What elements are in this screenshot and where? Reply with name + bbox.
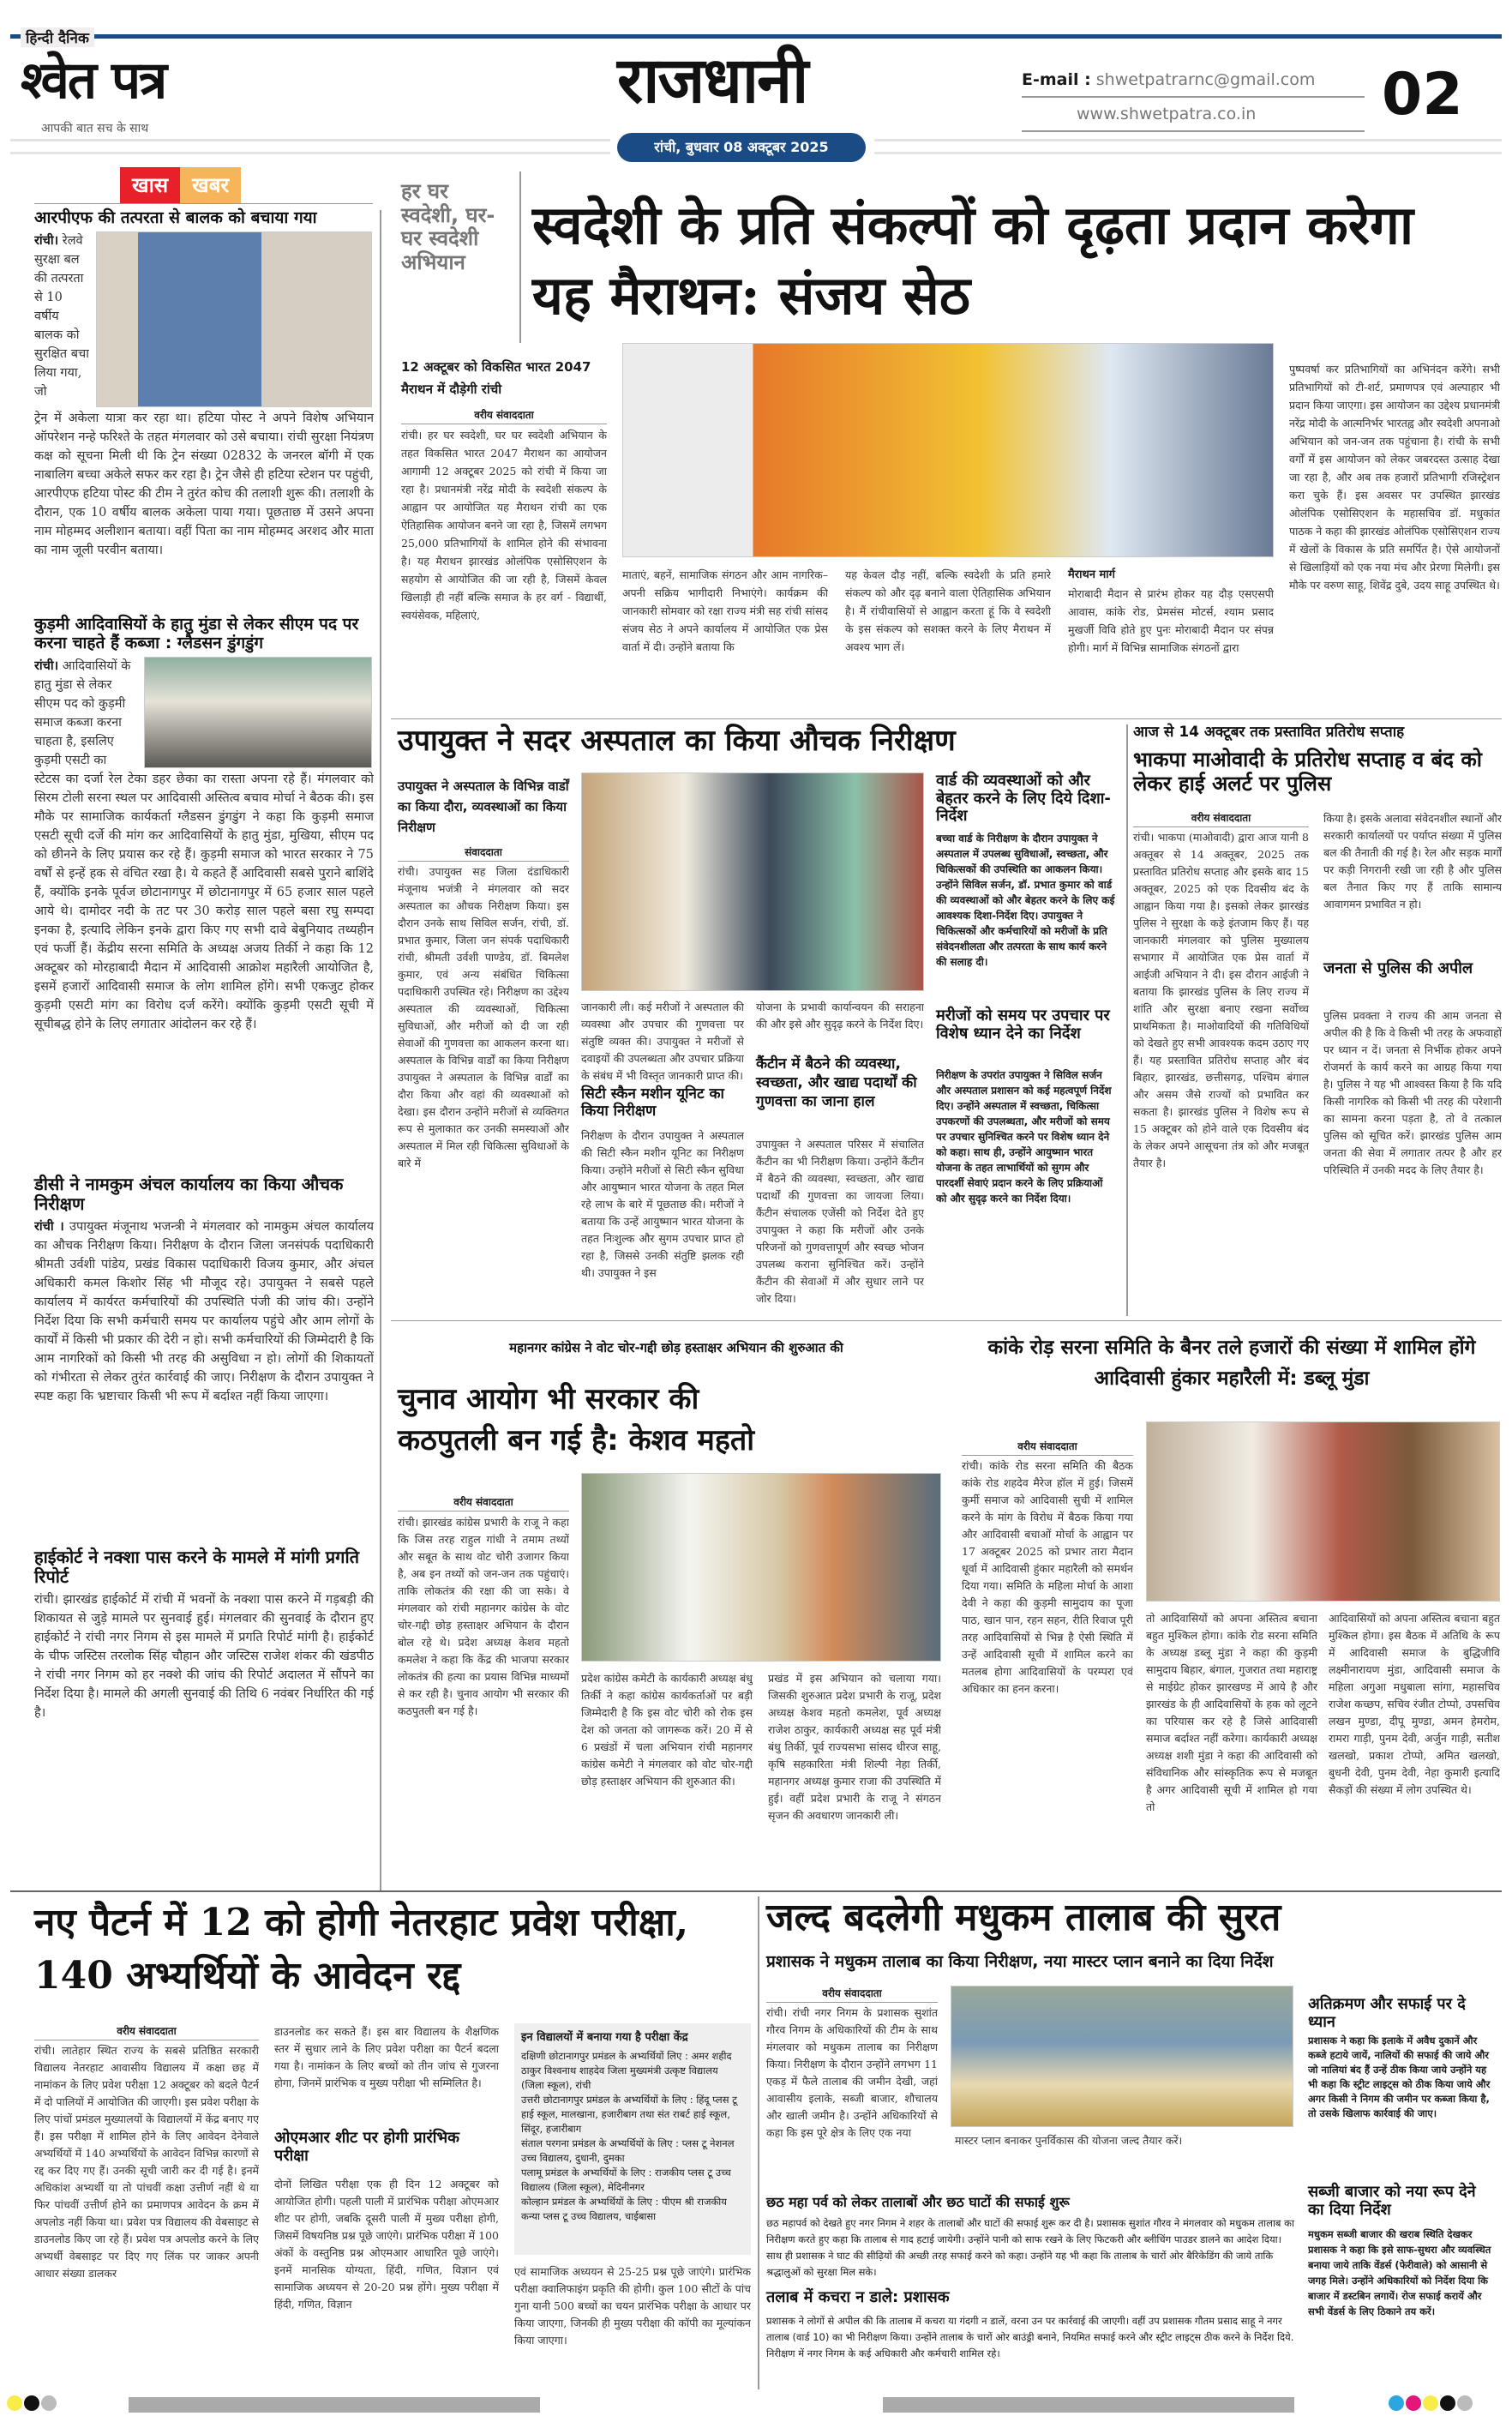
patients-body: निरीक्षण के उपरांत उपायुक्त ने सिविल सर्जन और अस्पताल प्रशासन को कई महत्वपूर्ण निर्देश दिए। उन्होंने अस्पताल में स्वच्छता, चिकित्सा उपकरणों की उपलब्धता, और मरीजों को समय पर उपचार सुनिश्चित करने पर विशेष ध्यान देने को कहा। साथ ही, उन्होंने आयुष्मान भारत योजना के तहत लाभार्थियों को सुगम और पारदर्शी सेवाएं प्रदान करने के लिए प्रक्रियाओं को और सुदृढ़ करने का निर्देश दिया। bbox=[936, 1069, 1112, 1205]
section-rule bbox=[391, 1320, 1502, 1321]
netarhat-byline: वरीय संवाददाता bbox=[34, 2023, 259, 2040]
color-dot bbox=[41, 2395, 57, 2411]
page-number: 02 bbox=[1382, 61, 1463, 129]
marathon-byline: वरीय संवाददाता bbox=[401, 407, 607, 424]
kudmi-article bbox=[34, 616, 374, 1173]
kudmi-body: स्टेटस का दर्जा रेल टेका डहर छेका का रास्ता अपना रहे हैं। मंगलवार को सिरम टोली सरना स्थल पर आदिवासी अस्तित्व बचाव मोर्चा ने बैठक की। इस मौके पर सामाजिक कार्यकर्ता ग्लैडसन डुंगडुंग ने कहा कि कुड़मी समाज एसटी सूची दर्जे की मांग कर आदिवासियों के हातु मुंडा, मुखिया, सीएम पद को छीनने के लिए प्रयास कर रहे हैं। कुड़मी समाज को भारत सरकार ने 75 वर्षों से इन्हें हक से वंचित रखा है। ये कहते हैं आदिवासी सबसे पुराने बाशिंदे हैं, क्योंकि इनके पूर्वज छोटानागपुर में छोटानागपुर में 65 हजार साल पहले आये थे। दामोदर नदी के तट पर 30 करोड़ साल पहले बसा रघु सम्पदा इनका है, इत्यादि लेकिन इनके द्वारा किए गए सभी दावे बेबुनियाद तथ्यहीन एवं फर्जी हैं। केंद्रीय सरना समिति के अध्यक्ष अजय तिर्की ने कहा कि 12 अक्टूबर को मोरहाबादी मैदान में आदिवासी आक्रोश महारैली आयोजित है, इसमें हजारों आदिवासी समाज के लोग शामिल होंगे। सभी एकजुट होकर कुड़मी एसटी मांग का विरोध दर्ज करेंगे। क्योंकि कुड़मी एसटी सूची में सूचीबद्ध होने के लिए लगातार आंदोलन कर रहे हैं। bbox=[34, 772, 374, 1031]
center-item: कोल्हान प्रमंडल के अभ्यर्थियों के लिए : पीएम श्री राजकीय कन्या प्लस टू उच्च विद्यालय, चाईबासा bbox=[521, 2196, 727, 2222]
bottom-divider bbox=[758, 1896, 759, 2389]
maoist-headline: भाकपा माओवादी के प्रतिरोध सप्ताह व बंद को लेकर हाई अलर्ट पर पुलिस bbox=[1133, 748, 1482, 796]
rpf-side-text bbox=[34, 231, 89, 407]
masthead-rule bbox=[10, 34, 1502, 39]
khas-label: खास bbox=[120, 167, 180, 203]
marathon-col1: रांची। हर घर स्वदेशी, घर घर स्वदेशी अभियान के तहत विकसित भारत 2047 मैराथन का आयोजन आगामी 12 अक्टूबर 2025 को रांची में किया जा रहा है। प्रधानमंत्री नरेंद्र मोदी के स्वदेशी संकल्प के आह्वान पर आयोजित यह मैराथन रांची का एक ऐतिहासिक आयोजन बनने जा रहा है, जिसमें लगभग 25,000 प्रतिभागियों के शामिल होने की संभावना है। यह मैराथन झारखंड ओलंपिक एसोसिएशन के सहयोग से आयोजित की जा रही है, जिसमें केवल खिलाड़ी ही नहीं बल्कि समाज के हर वर्ग - विद्यार्थी, स्वयंसेवक, महिलाएं, bbox=[401, 429, 607, 622]
paper-tagline: आपकी बात सच के साथ bbox=[41, 122, 149, 135]
kudmi-headline: कुड़मी आदिवासियों के हातु मुंडा से लेकर सीएम पद पर करना चाहते हैं कब्जा : ग्लैडसन डुंगडुंग bbox=[34, 615, 359, 652]
chhath-head: छठ महा पर्व को लेकर तालाबों और छठ घाटों की सफाई शुरू bbox=[766, 2194, 1070, 2210]
center-item: उत्तरी छोटानागपुर प्रमंडल के अभ्यर्थियों के लिए : हिंदू प्लस टू हाई स्कूल, मालखाना, हजारीबाग तथा संत राबर्ट हाई स्कूल, सिंदूर, हजारीबाग bbox=[521, 2094, 737, 2135]
ct-scan-head: सिटी स्कैन मशीन यूनिट का किया निरीक्षण bbox=[581, 1085, 724, 1120]
color-dot bbox=[1423, 2395, 1438, 2411]
color-dot bbox=[1457, 2395, 1473, 2411]
market-head: सब्जी बाजार को नया रूप देने का दिया निर्देश bbox=[1308, 2183, 1476, 2219]
rpf-body: ट्रेन में अकेला यात्रा कर रहा था। हटिया पोस्ट ने अपने विशेष अभियान ऑपरेशन नन्हे फरिश्ते के तहत मंगलवार को उसे बचाया। रांची सुरक्षा नियंत्रण कक्ष को सूचना मिली थी कि ट्रेन संख्या 02832 के जनरल बॉगी में एक नाबालिग बच्चा अकेले सफर कर रहा है। ट्रेन जैसे ही हटिया स्टेशन पर पहुंची, आरपीएफ हटिया पोस्ट की टीम ने तुरंत कोच की तलाशी शुरू की। तलाशी के दौरान, एक 10 वर्षीय बालक अकेला पाया गया। पूछताछ में उसने अपना नाम मोहम्मद अलीशान बताया। वहीं पिता का नाम मोहम्मद अरशद और माता का नाम जूली परवीन बताया। bbox=[34, 411, 374, 557]
madhukam-byline: वरीय संवाददाता bbox=[766, 1986, 938, 2003]
hospital-col3: योजना के प्रभावी कार्यान्वयन की सराहना की और इसे और सुदृढ़ करने के निर्देश दिए। bbox=[756, 1001, 924, 1031]
maoist-byline: वरीय संवाददाता bbox=[1133, 810, 1309, 827]
color-dot bbox=[1406, 2395, 1421, 2411]
sarna-col2: तो आदिवासियों को अपना अस्तित्व बचाना बहुत मुश्किल होगा। कांके रोड सरना समिति के अध्यक्ष डब्लू मुंडा ने कहा की कुड़मी सामुदाय बिहार, बंगाल, गुजरात तथा महाराष्ट्र से माईग्रेट होकर झारखण्ड में आये है और झारखंड के ही आदिवासियों के हक को लूटने का परियास कर रहे है जिसे आदिवासी समाज बर्दाश्त नहीं करेगा। कार्यकारी अध्यक्ष अध्यक्ष शशी मुंडा ने कहा की आदिवासी को संविधानिक और सांस्कृतिक रूप से मजबूत है अगर आदिवासी सूची में शामिल हो गया तो bbox=[1146, 1612, 1317, 1813]
market-body: मधुकम सब्जी बाजार की खराब स्थिति देखकर प्रशासक ने कहा कि इसे साफ-सुथरा और व्यवस्थित बनाया जाये ताकि वेंडर्स (फेरीवाले) को आसानी से जगह मिले। उन्होंने अधिकारियों को निर्देश दिया कि बाजार में डस्टबिन लगायें। रोज सफाई करायें और सभी वेंडर्स के लिए ठिकाने तय करें। bbox=[1308, 2228, 1491, 2317]
maoist-article bbox=[1133, 724, 1502, 1316]
congress-kicker: महानगर कांग्रेस ने वोट चोर-गद्दी छोड़ हस्ताक्षर अभियान की शुरुआत की bbox=[509, 1340, 843, 1355]
dc-namkum-headline: डीसी ने नामकुम अंचल कार्यालय का किया औचक निरीक्षण bbox=[34, 1174, 344, 1214]
dc-namkum-article bbox=[34, 1175, 374, 1543]
rpf-side: रेलवे सुरक्षा बल की तत्परता से 10 वर्षीय बालक को सुरक्षित बचा लिया गया, जो bbox=[34, 233, 89, 399]
marathon-col4: मोराबादी मैदान से प्रारंभ होकर यह दौड़ एसएसपी आवास, कांके रोड, प्रेमसंस मोटर्स, श्याम प्रसाद मुखर्जी विवि होते हुए पुनः मोराबादी मैदान पर संपन्न होगी। मार्ग में विभिन्न सामाजिक संगठनों द्वारा bbox=[1068, 587, 1274, 654]
patients-head: मरीजों को समय पर उपचार पर विशेष ध्यान देने का निर्देश bbox=[936, 1007, 1110, 1043]
netarhat-article bbox=[34, 1896, 751, 2389]
congress-article bbox=[391, 1327, 957, 1884]
marathon-headline: स्वदेशी के प्रति संकल्पों को दृढ़ता प्रदान करेगा यह मैराथन: संजय सेठ bbox=[532, 194, 1414, 327]
congress-col1: रांची। झारखंड कांग्रेस प्रभारी के राजू ने कहा कि जिस तरह राहुल गांधी ने तमाम तथ्यों और सबूत के साथ वोट चोरी उजागर किया है, अब इन तथ्यों को जन-जन तक पहुंचाएं। ताकि लोकतंत्र की रक्षा की जा सके। वे मंगलवार को रांची महानगर कांग्रेस के वोट चोर-गद्दी छोड़ हस्ताक्षर अभियान के दौरान बोल रहे थे। प्रदेश अध्यक्ष केशव महतो कमलेश ने कहा कि केंद्र की भाजपा सरकार लोकतंत्र की हत्या का प्रयास विभिन्न माध्यमों से कर रही है। चुनाव आयोग भी सरकार की कठपुतली बन गई है। bbox=[398, 1516, 569, 1717]
ward-intro: बच्चा वार्ड के निरीक्षण के दौरान उपायुक्त ने अस्पताल में उपलब्ध सुविधाओं, स्वच्छता, और चिकित्सकों की उपस्थिति का आकलन किया। उन्होंने सिविल सर्जन, डॉ. प्रभात कुमार को वार्ड की व्यवस्थाओं को और बेहतर करने के लिए कई आवश्यक दिशा-निर्देश दिए। उपायुक्त ने चिकित्सकों और कर्मचारियों को मरीजों के प्रति संवेदनशीलता और तत्परता के साथ कार्य करने की सलाह दी। bbox=[936, 832, 1115, 968]
dateline-pill: रांची, बुधवार 08 अक्टूबर 2025 bbox=[617, 133, 866, 162]
website-link[interactable]: www.shwetpatra.co.in bbox=[1077, 105, 1257, 123]
color-dot bbox=[1440, 2395, 1455, 2411]
rule-lines bbox=[10, 139, 610, 154]
hospital-byline: संवाददाता bbox=[398, 844, 569, 862]
highcourt-body: रांची। झारखंड हाईकोर्ट में रांची में भवनों के नक्शा पास करने में गड़बड़ी की शिकायत से जुड़े मामले पर सुनवाई हुई। मंगलवार की सुनवाई के दौरान हुए हाईकोर्ट ने रांची नगर निगम से इस मामले में प्रगति रिपोर्ट मांगी है। हाईकोर्ट के चीफ जस्टिस तरलोक सिंह चौहान और जस्टिस राजेश शंकर की खंडपीठ ने रांची नगर निगम को हर नक्शे की जांच की रिपोर्ट अदालत में सौंपने का निर्देश दिया है। मामले की अगली सुनवाई की तिथि 6 नवंबर निर्धारित की गई है। bbox=[34, 1593, 374, 1720]
omr-body: दोनों लिखित परीक्षा एक ही दिन 12 अक्टूबर को आयोजित होगी। पहली पाली में प्रारंभिक परीक्षा ओएमआर शीट पर होगी, जबकि दूसरी पाली में मुख्य परीक्षा होगी, जिसमें विषयनिष्ठ प्रश्न पूछे जाएंगे। प्रारंभिक परीक्षा में 100 अंकों के वस्तुनिष्ठ प्रश्न ओएमआर आधारित पूछे जाएंगे। इनमें मानसिक योग्यता, हिंदी, गणित, विज्ञान एवं सामाजिक अध्ययन से 20-20 प्रश्न होंगे। मुख्य परीक्षा में हिंदी, गणित, विज्ञान bbox=[274, 2178, 499, 2311]
center-item: दक्षिणी छोटानागपुर प्रमंडल के अभ्यर्थियों लिए : अमर शहीद ठाकुर विश्वनाथ शाहदेव जिला मुख्यमंत्री उत्कृष्ट विद्यालय (जिला स्कूल), रांची bbox=[521, 2050, 732, 2091]
chhath-body: छठ महापर्व को देखते हुए नगर निगम ने शहर के तालाबों और घाटों की सफाई शुरू कर दी है। प्रशासक सुशांत गौरव ने मंगलवार को मधुकम तालाब का निरीक्षण करते हुए कहा कि तालाब से गाद हटाई जायेगी। उन्होंने पानी को साफ रखने के लिए फिटकरी और ब्लीचिंग पाउडर डालने का आदेश दिया। साथ ही प्रशासक ने घाट की सीढ़ियों की अच्छी तरह सफाई करने को कहा। उन्होंने यह भी कहा कि तालाब के चारों ओर बैरिकेडिंग की जाये ताकि श्रद्धालुओं को सुरक्षा मिल सके। bbox=[766, 2217, 1294, 2278]
maoist-divider bbox=[1126, 724, 1128, 1316]
ct-scan-body: निरीक्षण के दौरान उपायुक्त ने अस्पताल की सिटी स्कैन मशीन यूनिट का निरीक्षण किया। उन्होंने मरीजों से सिटी स्कैन सुविधा और आयुष्मान भारत योजना के तहत मिल रहे लाभ के बारे में पूछताछ की। मरीजों ने बताया कि उन्हें आयुष्मान भारत योजना के तहत निःशुल्क और सुगम उपचार प्राप्त हो रहा है, जिससे उनकी संतुष्टि झलक रही थी। उपायुक्त ने इस bbox=[581, 1129, 744, 1279]
rpf-photo bbox=[96, 231, 372, 407]
kudmi-side-text bbox=[34, 657, 137, 768]
sarna-article bbox=[962, 1327, 1502, 1884]
registration-marks bbox=[0, 2394, 1512, 2414]
registration-bar bbox=[129, 2397, 540, 2413]
centers-box bbox=[514, 2023, 751, 2255]
left-column-divider bbox=[380, 210, 381, 1890]
netarhat-col3: एवं सामाजिक अध्ययन से 25-25 प्रश्न पूछे जाएंगे। प्रारंभिक परीक्षा क्वालिफाइंग प्रकृति की होगी। कुल 100 सीटों के पांच गुना यानी 500 बच्चों का चयन प्रारंभिक परीक्षा के आधार पर किया जाएगा, जिनकी ही मुख्य परीक्षा की कॉपी का मूल्यांकन किया जाएगा। bbox=[514, 2265, 751, 2347]
marathon-col5: पुष्पवर्षा कर प्रतिभागियों का अभिनंदन करेंगे। सभी प्रतिभागियों को टी-शर्ट, प्रमाणपत्र एवं अल्पाहार भी प्रदान किया जाएगा। इस आयोजन का उद्देश्य प्रधानमंत्री नरेंद्र मोदी के आत्मनिर्भर भारतह्व और स्वदेशी अपनाओ अभियान को जन-जन तक पहुंचाना है। रांची के सभी वर्गों में इस आयोजन को लेकर जबरदस्त उत्साह देखा जा रहा है, और अब तक हजारों प्रतिभागी रजिस्ट्रेशन करा चुके हैं। इस अवसर पर उपस्थित झारखंड ओलंपिक एसोसिएशन के महासचिव डॉ. मधुकांत पाठक ने कहा की झारखंड ओलंपिक एसोसिएशन राज्य में खेलों के विकास के प्रति समर्पित है। ऐसे आयोजनों से खिलाड़ियों को एक नया मंच और प्रेरणा मिलेगी। इस मौके पर वरुण साहू, शिवेंद्र दुबे, उदय साहू उपस्थित थे। bbox=[1289, 363, 1500, 592]
section-rule bbox=[10, 1890, 1502, 1892]
madhukam-subhead: प्रशासक ने मधुकम तालाब का किया निरीक्षण, नया मास्टर प्लान बनाने का दिया निर्देश bbox=[766, 1952, 1274, 1971]
paper-name: श्वेत पत्र bbox=[21, 51, 166, 111]
marathon-subhead: 12 अक्टूबर को विकसित भारत 2047 मैराथन में दौड़ेगी रांची bbox=[401, 359, 591, 397]
marathon-col3: यह केवल दौड़ नहीं, बल्कि स्वदेशी के प्रति हमारे संकल्प को और दृढ़ बनाने वाला ऐतिहासिक अभियान है। मैं रांचीवासियों से आह्वान करता हूं कि वे स्वदेशी के इस संकल्प को सशक्त करने के लिए मैराथन में अवश्य भाग लें। bbox=[845, 568, 1051, 653]
registration-bar bbox=[883, 2397, 1294, 2413]
khas-rule bbox=[34, 203, 373, 204]
rpf-headline: आरपीएफ की तत्परता से बालक को बचाया गया bbox=[34, 208, 317, 227]
kudmi-photo bbox=[144, 657, 372, 768]
madhukam-article bbox=[766, 1896, 1502, 2389]
hospital-photo bbox=[581, 772, 924, 991]
canteen-body: उपायुक्त ने अस्पताल परिसर में संचालित कैंटीन का भी निरीक्षण किया। उन्होंने कैंटीन में बैठने की व्यवस्था, स्वच्छता, और खाद्य पदार्थों की गुणवत्ता का जायजा लिया। कैंटीन संचालक एजेंसी को निर्देश देते हुए उपायुक्त ने कहा कि मरीजों और उनके परिजनों को गुणवत्तापूर्ण और स्वच्छ भोजन उपलब्ध कराना सुनिश्चित करें। उन्होंने कैंटीन की सेवाओं में और सुधार लाने पर जोर दिया। bbox=[756, 1138, 924, 1305]
masthead-tag: हिन्दी दैनिक bbox=[21, 27, 94, 47]
kicker-divider bbox=[519, 171, 521, 343]
email-line bbox=[1022, 70, 1315, 89]
dc-namkum-body bbox=[34, 1217, 374, 1543]
hospital-article bbox=[391, 724, 1121, 1316]
color-dot bbox=[24, 2395, 39, 2411]
color-dot bbox=[7, 2395, 22, 2411]
dc-namkum-text: उपायुक्त मंजूनाथ भजन्त्री ने मंगलवार को नामकुम अंचल कार्यालय का औचक निरीक्षण किया। निरीक्षण के दौरान जिला जनसंपर्क पदाधिकारी श्रीमती उर्वशी पांडेय, प्रखंड विकास पदाधिकारी विजय कुमार, और अंचल अधिकारी कमल किशोर सिंह भी मौजूद रहे। उपायुक्त ने सबसे पहले कार्यालय में कार्यरत कर्मचारियों की उपस्थिति पंजी की जांच की। उन्होंने निर्देश दिया कि सभी कर्मचारी समय पर कार्यालय पहुंचे और आम लोगों के कार्यों में किसी भी प्रकार की देरी न हो। सभी कर्मचारियों की जिम्मेदारी है कि आम नागरिकों को किसी भी तरह की असुविधा न हो। लोगों की शिकायतों को गंभीरता से लेकर तुरंत कार्रवाई की जाए। निरीक्षण के दौरान उपायुक्त ने स्पष्ट कहा कि भ्रष्टाचार किसी भी रूप में बर्दाश्त नहीं किया जाएगा। bbox=[34, 1220, 374, 1403]
center-item: संताल परगना प्रमंडल के अभ्यर्थियों के लिए : प्लस टू नेशनल उच्च विद्यालय, दुधानी, दुमका bbox=[521, 2137, 735, 2164]
madhukam-photo bbox=[951, 1986, 1293, 2127]
marathon-col2: माताएं, बहनें, सामाजिक संगठन और आम नागरिक–अपनी सक्रिय भागीदारी निभाएंगे। कार्यक्रम की जानकारी सोमवार को रक्षा राज्य मंत्री सह रांची सांसद संजय सेठ ने अपने कार्यालय में आयोजित एक प्रेस वार्ता में दी। उन्होंने बताया कि bbox=[622, 568, 828, 653]
encroach-body: प्रशासक ने कहा कि इलाके में अवैध दुकानें और कब्जे हटाये जायें, नालियों की सफाई की जाये और जो नालियां बंद हैं उन्हें ठीक किया जाये उन्होंने यह भी कहा कि स्ट्रीट लाइट्स को ठीक किया जाये और अगर किसी ने निगम की जमीन पर कब्जा किया है, तो उसके खिलाफ कार्रवाई की जाए। bbox=[1308, 2034, 1491, 2119]
canteen-head: कैंटीन में बैठने की व्यवस्था, स्वच्छता, और खाद्य पदार्थों की गुणवत्ता का जाना हाल bbox=[756, 1055, 917, 1110]
dc-namkum-lead: रांची । bbox=[34, 1219, 64, 1234]
center-item: पलामू प्रमंडल के अभ्यर्थियों के लिए : राजकीय प्लस टू उच्च विद्यालय (जिला स्कूल), मेदिनीनगर bbox=[521, 2167, 731, 2193]
highcourt-article bbox=[34, 1548, 374, 1873]
maoist-col2: किया है। इसके अलावा संवेदनशील स्थानों और सरकारी कार्यालयों पर पर्याप्त संख्या में पुलिस बल की तैनाती की गई है। रेल और सड़क मार्गों पर कड़ी निगरानी रखी जा रही है और पुलिस बल तैनात किए गए हैं ताकि सामान्य आवागमन प्रभावित न हो। bbox=[1323, 812, 1502, 910]
sarna-headline: कांके रोड़ सरना समिति के बैनर तले हजारों की संख्या में शामिल होंगे आदिवासी हुंकार महारैली में: डब्लू मुंडा bbox=[987, 1337, 1476, 1390]
netarhat-col2: डाउनलोड कर सकते हैं। इस बार विद्यालय के शैक्षणिक स्तर में सुधार लाने के लिए प्रवेश परीक्षा का पैटर्न बदला गया है। नामांकन के लिए बच्चों को तीन जांच से गुजरना होगा, जिनमें प्रारंभिक व मुख्य परीक्षा भी सम्मिलित है। bbox=[274, 2025, 499, 2089]
section-rule bbox=[391, 718, 1502, 719]
sarna-col3: आदिवासियों को अपना अस्तित्व बचाना बहुत मुश्किल होगा। इस बैठक में अतिथि के रूप में आदिवासी समाज के बुद्धिजीवि लक्ष्मीनारायण मुंडा, आदिवासी समाज के महिला अगुआ मधुबाला सांगा, महासचिव राजेश कच्छप, सचिव रंजीत टोप्पो, उपसचिव लखन मुण्डा, दीपू मुण्डा, अमन हेमरोम, रामरा गाड़ी, पुनम देवी, अर्जुन गाड़ी, सतीश खलखो, प्रकाश टोप्पो, अमित खलखो, बुधनी देवी, पुनम देवी, नेहा कुमारी इत्यादि सैकड़ों की संख्या में लोग उपस्थित थे। bbox=[1329, 1612, 1500, 1796]
rpf-lead: रांची। bbox=[34, 232, 59, 248]
hospital-col2: जानकारी ली। कई मरीजों ने अस्पताल की व्यवस्था और उपचार की गुणवत्ता पर संतुष्टि व्यक्त की। उपायुक्त ने मरीजों से दवाइयों की उपलब्धता और उपचार प्रक्रिया के संबंध में भी विस्तृत जानकारी प्राप्त की। bbox=[581, 1001, 744, 1082]
khabar-label: खबर bbox=[180, 167, 241, 203]
congress-col2: प्रदेश कांग्रेस कमेटी के कार्यकारी अध्यक्ष बंधु तिर्की ने कहा कांग्रेस कार्यकर्ताओं पर बड़ी जिम्मेदारी है कि इस वोट चोरी को रोक इस देश को जनता को जागरूक करें। 20 में से 6 प्रखंडों में चला अभियान रांची महानगर कांग्रेस कमेटी ने मंगलवार को वोट चोर-गद्दी छोड़ हस्ताक्षर अभियान की शुरुआत की। bbox=[581, 1672, 753, 1788]
sarna-byline: वरीय संवाददाता bbox=[962, 1439, 1133, 1456]
email-label: E-mail : bbox=[1022, 70, 1091, 89]
netarhat-col1: रांची। लातेहार स्थित राज्य के सबसे प्रतिष्ठित सरकारी विद्यालय नेतरहाट आवासीय विद्यालय में कक्षा छह में नामांकन के लिए प्रवेश परीक्षा 12 अक्टूबर को बदले पैटर्न में दो पालियों में आयोजित की जाएगी। इस प्रवेश परीक्षा के लिए पांचों प्रमंडल मुख्यालयों के विद्यालयों में केंद्र बनाए गए हैं। इस परीक्षा में शामिल होने के लिए आवेदन देनेवाले अभ्यर्थियों में 140 अभ्यर्थियों के आवेदन विभिन्न कारणों से रद्द कर दिए गए हैं। उनकी सूची जारी कर दी गई है। इनमें अधिकांश अभ्यर्थी या तो पांचवीं कक्षा उत्तीर्ण नहीं थे या फिर पांचवीं उत्तीर्ण होने का प्रमाणपत्र आवेदन के क्रम में अपलोड नहीं किया था। प्रवेश पत्र विद्यालय की वेबसाइट से डाउनलोड किए जा रहे हैं। प्रवेश पत्र अपलोड करने के लिए अभ्यर्थी वेबसाइट पर दिए गए लिंक पर जाकर अपनी आधार संख्या डालकर bbox=[34, 2044, 259, 2280]
email-link[interactable]: shwetpatrarnc@gmail.com bbox=[1095, 70, 1316, 89]
color-dot bbox=[1389, 2395, 1404, 2411]
maoist-kicker: आज से 14 अक्टूबर तक प्रस्तावित प्रतिरोध सप्ताह bbox=[1133, 724, 1405, 741]
marathon-photo bbox=[622, 343, 1274, 557]
maoist-col1: रांची। भाकपा (माओवादी) द्वारा आज यानी 8 अक्तूबर से 14 अक्तूबर, 2025 तक प्रस्तावित प्रतिरोध सप्ताह और इसके बाद 15 अक्तूबर, 2025 को एक दिवसीय बंद के आह्वान किया गया है। इसको लेकर झारखंड पुलिस ने सुरक्षा के कड़े इंतजाम किए हैं। यह जानकारी मंगलवार को पुलिस मुख्यालय सभागार में आयोजित एक प्रेस वार्ता में आईजी अभियान ने दी। इस दौरान आईजी ने बताया कि झारखंड पुलिस के लिए राज्य में शांति और सुरक्षा बनाए रखना सर्वोच्च प्राथमिकता है। माओवादियों की गतिविधियों को देखते हुए सभी आवश्यक कदम उठाए गए हैं। यह प्रस्तावित प्रतिरोध सप्ताह और बंद बिहार, झारखंड, छत्तीसगढ़, पश्चिम बंगाल और असम जैसे राज्यों को प्रभावित कर सकता है। झारखंड पुलिस ने विशेष रूप से 15 अक्टूबर को होने वाले एक दिवसीय बंद के लेकर अपने आसूचना तंत्र को और मजबूत तैयार है। bbox=[1133, 831, 1309, 1169]
sarna-col1: रांची। कांके रोड सरना समिति की बैठक कांके रोड शहदेव मैरेज हॉल में हुई। जिसमें कुर्मी समाज को आदिवासी सुची में शामिल करने के मांग के विरोध में बैठक किया गया और आदिवासी बचाओं मोर्चा के आह्वान पर 17 अक्टूबर 2025 को प्रभार तारा मैदान धूर्वा में आदिवासी हुंकार महारैली को समर्थन दिया गया। समिति के महिला मोर्चा के आशा देवी ने कहा की कुड़मी सामुदाय का पूजा पाठ, खान पान, रहन सहन, रीति रिवाज पूरी तरह आदिवासियों से भिन्न है ऐसी स्थिति में उन्हें आदिवासी सूची में शामिल करने का मतलब होगा आदिवासियों के परम्परा एवं अधिकार का हनन करना। bbox=[962, 1459, 1133, 1695]
kudmi-side: आदिवासियों के हातु मुंडा से लेकर सीएम पद को कुड़मी समाज कब्जा करना चाहता है, इसलिए कुड़मी एसटी का bbox=[34, 658, 131, 767]
netarhat-headline: नए पैटर्न में 12 को होगी नेतरहाट प्रवेश परीक्षा, 140 अभ्यर्थियों के आवेदन रद्द bbox=[34, 1901, 689, 1998]
congress-photo bbox=[581, 1473, 941, 1662]
rpf-article bbox=[34, 209, 374, 598]
masthead bbox=[0, 0, 1512, 154]
website-rule bbox=[1022, 130, 1365, 132]
madhukam-col1: रांची। रांची नगर निगम के प्रशासक सुशांत गौरव निगम के अधिकारियों की टीम के साथ मंगलवार को मधुकम तालाब का निरीक्षण किया। निरीक्षण के दौरान उन्होंने लगभग 11 एकड़ में फैले तालाब की जमीन देखी, जहां आवासीय इलाके, सब्जी बाजार, शौचालय और खाली जमीन है। उन्होंने अधिकारियों से कहा कि इस पूरे क्षेत्र के लिए एक नया bbox=[766, 2006, 938, 2139]
congress-headline: चुनाव आयोग भी सरकार की कठपुतली बन गई है: केशव महतो bbox=[398, 1382, 755, 1457]
garbage-head: तलाब में कचरा न डाले: प्रशासक bbox=[766, 2288, 950, 2306]
congress-col3: प्रखंड में इस अभियान को चलाया गया। जिसकी शुरुआत प्रदेश प्रभारी के राजू, प्रदेश अध्यक्ष केशव महतो कमलेश, पूर्व अध्यक्ष राजेश ठाकुर, कार्यकारी अध्यक्ष सह पूर्व मंत्री बंधु तिर्की, पूर्व राज्यसभा सांसद धीरज साहू, कृषि सहकारिता मंत्री शिल्पी नेहा तिर्की, महानगर अध्यक्ष कुमार राजा की उपस्थिति में हुई। वहीं प्रदेश प्रभारी के राजू ने संगठन सृजन की अवधारण जानकारी ली। bbox=[768, 1672, 941, 1822]
sarna-photo bbox=[1146, 1421, 1500, 1602]
khas-khabar-badge bbox=[120, 167, 241, 203]
encroach-head: अतिक्रमण और सफाई पर दे ध्यान bbox=[1308, 1995, 1466, 2031]
ward-head: वार्ड की व्यवस्थाओं को और बेहतर करने के लिए दिये दिशा-निर्देश bbox=[936, 772, 1111, 826]
omr-head: ओएमआर शीट पर होगी प्रारंभिक परीक्षा bbox=[274, 2129, 459, 2165]
marathon-kicker: हर घर स्वदेशी, घर- घर स्वदेशी अभियान bbox=[401, 179, 495, 274]
hospital-headline: उपायुक्त ने सदर अस्पताल का किया औचक निरीक्षण bbox=[398, 724, 956, 758]
email-rule bbox=[1022, 96, 1365, 98]
kudmi-lead: रांची। bbox=[34, 658, 59, 673]
rule-lines bbox=[874, 139, 1502, 154]
madhukam-caption: मास्टर प्लान बनाकर पुनर्विकास की योजना जल्द तैयार करें। bbox=[955, 2134, 1183, 2147]
appeal-head: जनता से पुलिस की अपील bbox=[1323, 959, 1473, 977]
hospital-subhead: उपायुक्त ने अस्पताल के विभिन्न वार्डों का किया दौरा, व्यवस्थाओं का किया निरीक्षण bbox=[398, 778, 569, 835]
highcourt-headline: हाईकोर्ट ने नक्शा पास करने के मामले में मांगी प्रगति रिपोर्ट bbox=[34, 1547, 360, 1587]
madhukam-headline: जल्द बदलेगी मधुकम तालाब की सुरत bbox=[766, 1896, 1281, 1939]
section-title: राजधानी bbox=[617, 44, 807, 117]
appeal-body: पुलिस प्रवक्ता ने राज्य की आम जनता से अपील की है कि वे किसी भी तरह के अफवाहों पर ध्यान न दें। जनता से निर्भीक होकर अपने रोजमर्रा के कार्य करने का आग्रह किया गया है। पुलिस ने यह भी आश्वस्त किया है कि यदि किसी नागरिक को किसी भी तरह की परेशानी का सामना करना पड़ता है, तो वे तत्काल पुलिस को सूचित करें। झारखंड पुलिस आम जनता की सेवा में लगातार तत्पर है और हर परिस्थिति में उनकी मदद के लिए तैयार है। bbox=[1323, 1009, 1502, 1176]
marathon-col4-head: मैराथन मार्ग bbox=[1068, 568, 1115, 581]
congress-byline: वरीय संवाददाता bbox=[398, 1494, 569, 1511]
hospital-col1: रांची। उपायुक्त सह जिला दंडाधिकारी मंजूनाथ भजंत्री ने मंगलवार को सदर अस्पताल का औचक निरीक्षण किया। इस दौरान उनके साथ सिविल सर्जन, रांची, डॉ. प्रभात कुमार, जिला जन संपर्क पदाधिकारी रांची, श्रीमती उर्वशी पाण्डेय, डॉ. बिमलेश कुमार, एवं अन्य संबंधित चिकित्सा पदाधिकारी उपस्थित रहे। निरीक्षण का उद्देश्य अस्पताल की व्यवस्थाओं, चिकित्सा सुविधाओं, और मरीजों को दी जा रही सेवाओं की गुणवत्ता का आकलन करना था। अस्पताल के विभिन्न वार्डों का किया निरीक्षण उपायुक्त ने अस्पताल के विभिन्न वार्डों का दौरा किया और वहां की व्यवस्थाओं को देखा। इस दौरान उन्होंने मरीजों से व्यक्तिगत रूप से मुलाकात कर उनकी समस्याओं और अस्पताल में मिल रही चिकित्सा सुविधाओं के बारे में bbox=[398, 865, 569, 1169]
marathon-article bbox=[391, 171, 1502, 712]
garbage-body: प्रशासक ने लोगों से अपील की कि तालाब में कचरा या गंदगी न डालें, वरना उन पर कार्रवाई की जाएगी। वहीं उप प्रशासक गौतम प्रसाद साहू ने नगर तालाब (वार्ड 10) का भी निरीक्षण किया। उन्होंने तालाब के चारों ओर बाउंड्री बनाने, नियमित सफाई करने और स्ट्रीट लाइट्स ठीक करने के निर्देश दिये. निरीक्षण में नगर निगम के कई अधिकारी और कर्मचारी शामिल रहे। bbox=[766, 2315, 1294, 2359]
centers-head: इन विद्यालयों में बनाया गया है परीक्षा केंद्र bbox=[521, 2031, 688, 2044]
